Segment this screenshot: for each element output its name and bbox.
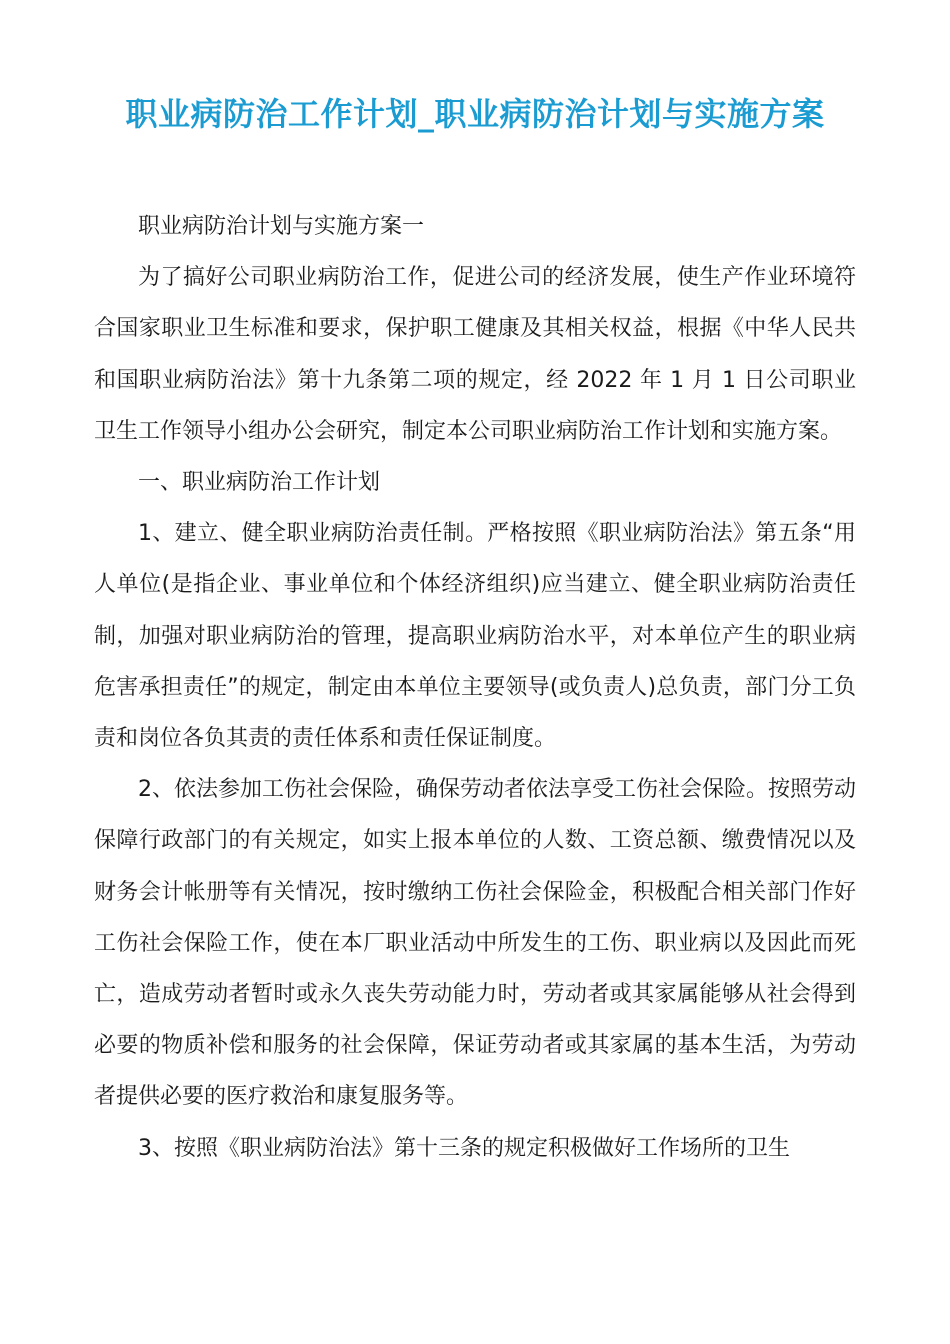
paragraph-item-3: 3、按照《职业病防治法》第十三条的规定积极做好工作场所的卫生 (138, 1135, 790, 1161)
document-title: 职业病防治工作计划_职业病防治计划与实施方案 (125, 95, 825, 133)
paragraph-item-1: 1、建立、健全职业病防治责任制。严格按照《职业病防治法》第五条“用人单位(是指企业、事业单位和个体经济组织)应当建立、健全职业病防治责任制，加强对职业病防治的管理，提高职业病防治水平，对本单位产生的职业病危害承担责任”的规定，制定由本单位主要领导(或负责人)总负责，部门分工负责和岗位各负其责的责任体系和责任保证制度。 (94, 521, 856, 752)
paragraph-item-2: 2、依法参加工伤社会保险，确保劳动者依法享受工伤社会保险。按照劳动保障行政部门的有关规定，如实上报本单位的人数、工资总额、缴费情况以及财务会计帐册等有关情况，按时缴纳工伤社会保险金，积极配合相关部门作好工伤社会保险工作，使在本厂职业活动中所发生的工伤、职业病以及因此而死亡，造成劳动者暂时或永久丧失劳动能力时，劳动者或其家属能够从社会得到必要的物质补偿和服务的社会保障，保证劳动者或其家属的基本生活，为劳动者提供必要的医疗救治和康复服务等。 (94, 777, 856, 1110)
paragraph-intro: 为了搞好公司职业病防治工作，促进公司的经济发展，使生产作业环境符合国家职业卫生标准和要求，保护职工健康及其相关权益，根据《中华人民共和国职业病防治法》第十九条第二项的规定，经 2022 年 1 月 1 日公司职业卫生工作领导小组办公会研究，制定本公司职业病防治工作计划和实施方案。 (94, 265, 856, 444)
section-heading-plan: 职业病防治计划与实施方案一 (138, 214, 425, 239)
section-heading-work-plan: 一、职业病防治工作计划 (138, 470, 381, 496)
document-body (94, 201, 856, 1174)
